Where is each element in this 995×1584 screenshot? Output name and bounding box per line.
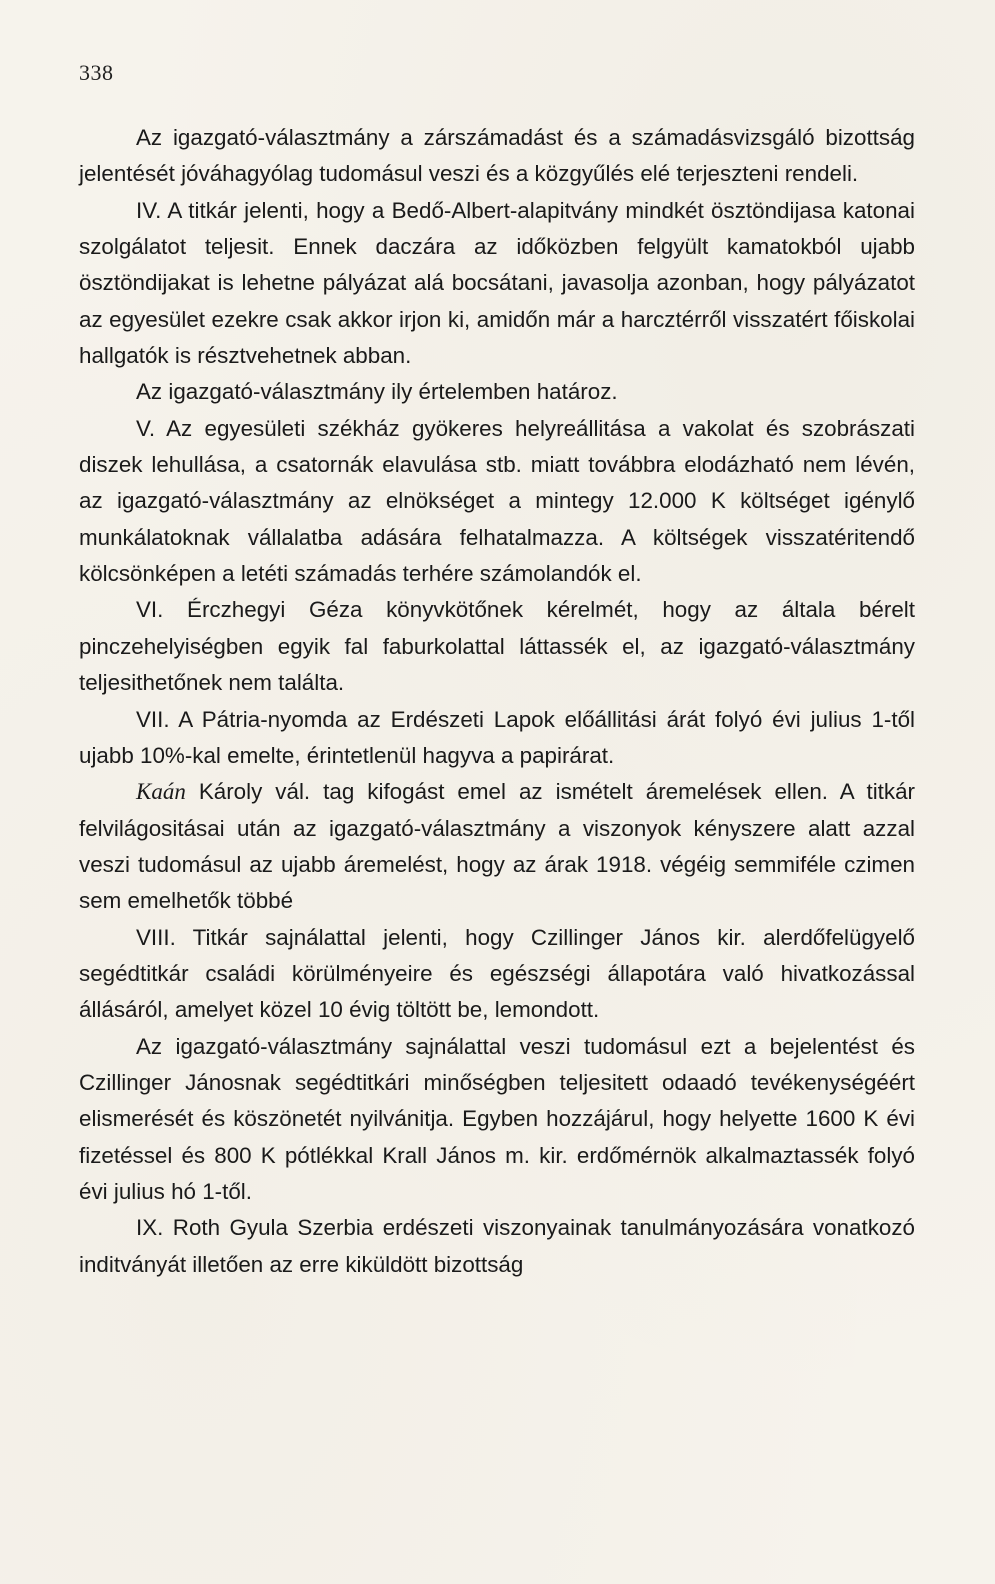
- italic-name: Kaán: [136, 779, 186, 805]
- paragraph-objection: [79, 774, 915, 919]
- paragraph-item-vi: VI. Érczhegyi Géza könyvkötőnek kérelmét, hogy az általa bérelt pinczehelyiségben egyik fal faburkolattal láttassék el, az igazgató-választmány teljesithetőnek nem találta.: [79, 597, 915, 696]
- paragraph-item-v: V. Az egyesületi székház gyökeres helyreállitása a vakolat és szobrászati diszek lehullása, a csatornák elavulása stb. miatt továbbra elodázható nem lévén, az igazgató-választmány az elnökséget a mintegy 12.000 K költséget igénylő munkálatoknak vállalatba adására felhatalmazza. A költségek visszatéritendő kölcsönképen a letéti számadás terhére számolandók el.: [79, 415, 915, 587]
- paragraph-budget-approval: Az igazgató-választmány a zárszámadást és a számadásvizsgáló bizottság jelentését jóváhagyólag tudomásul veszi és a közgyűlés elé terjeszteni rendeli.: [79, 125, 915, 187]
- paragraph-item-viii: VIII. Titkár sajnálattal jelenti, hogy Czillinger János kir. alerdőfelügyelő segédtitkár családi körülményeire és egészségi állapotára való hivatkozással állásáról, amelyet közel 10 évig töltött be, lemondott.: [79, 924, 915, 1023]
- paragraph-item-ix: IX. Roth Gyula Szerbia erdészeti viszonyainak tanulmányozására vonatkozó inditványát illetően az erre kiküldött bizottság: [79, 1215, 915, 1277]
- paragraph-decision-iv: Az igazgató-választmány ily értelemben határoz.: [136, 379, 618, 405]
- paragraph-decision-viii: Az igazgató-választmány sajnálattal veszi tudomásul ezt a bejelentést és Czillinger Jánosnak segédtitkári minőségben teljesitett odaadó tevékenységéért elismerését és köszönetét nyilvánitja. Egyben hozzájárul, hogy helyette 1600 K évi fizetéssel és 800 K pótlékkal Krall János m. kir. erdőmérnök alkalmaztassék folyó évi julius hó 1-től.: [79, 1033, 915, 1204]
- paragraph-item-iv: IV. A titkár jelenti, hogy a Bedő-Albert-alapitvány mindkét ösztöndijasa katonai szolgálatot teljesit. Ennek daczára az időközben felgyült kamatokból ujabb ösztöndijakat is lehetne pályázat alá bocsátani, javasolja azonban, hogy pályázatot az egyesület ezekre csak akkor irjon ki, amidőn már a harcztérről visszatért főiskolai hallgatók is résztvehetnek abban.: [79, 197, 915, 369]
- paragraph-item-vii: VII. A Pátria-nyomda az Erdészeti Lapok előállitási árát folyó évi julius 1-től ujabb 10%-kal emelte, érintetlenül hagyva a papirárat.: [79, 706, 915, 768]
- body-text: [79, 120, 915, 1283]
- paragraph-objection-text: Károly vál. tag kifogást emel az ismételt áremelések ellen. A titkár felvilágositásai után az igazgató-választmány a viszonyok kényszere alatt azzal veszi tudomásul az ujabb áremelést, hogy az árak 1918. végéig semmiféle czimen sem emelhetők többé: [79, 779, 915, 914]
- page-number: 338: [79, 60, 114, 85]
